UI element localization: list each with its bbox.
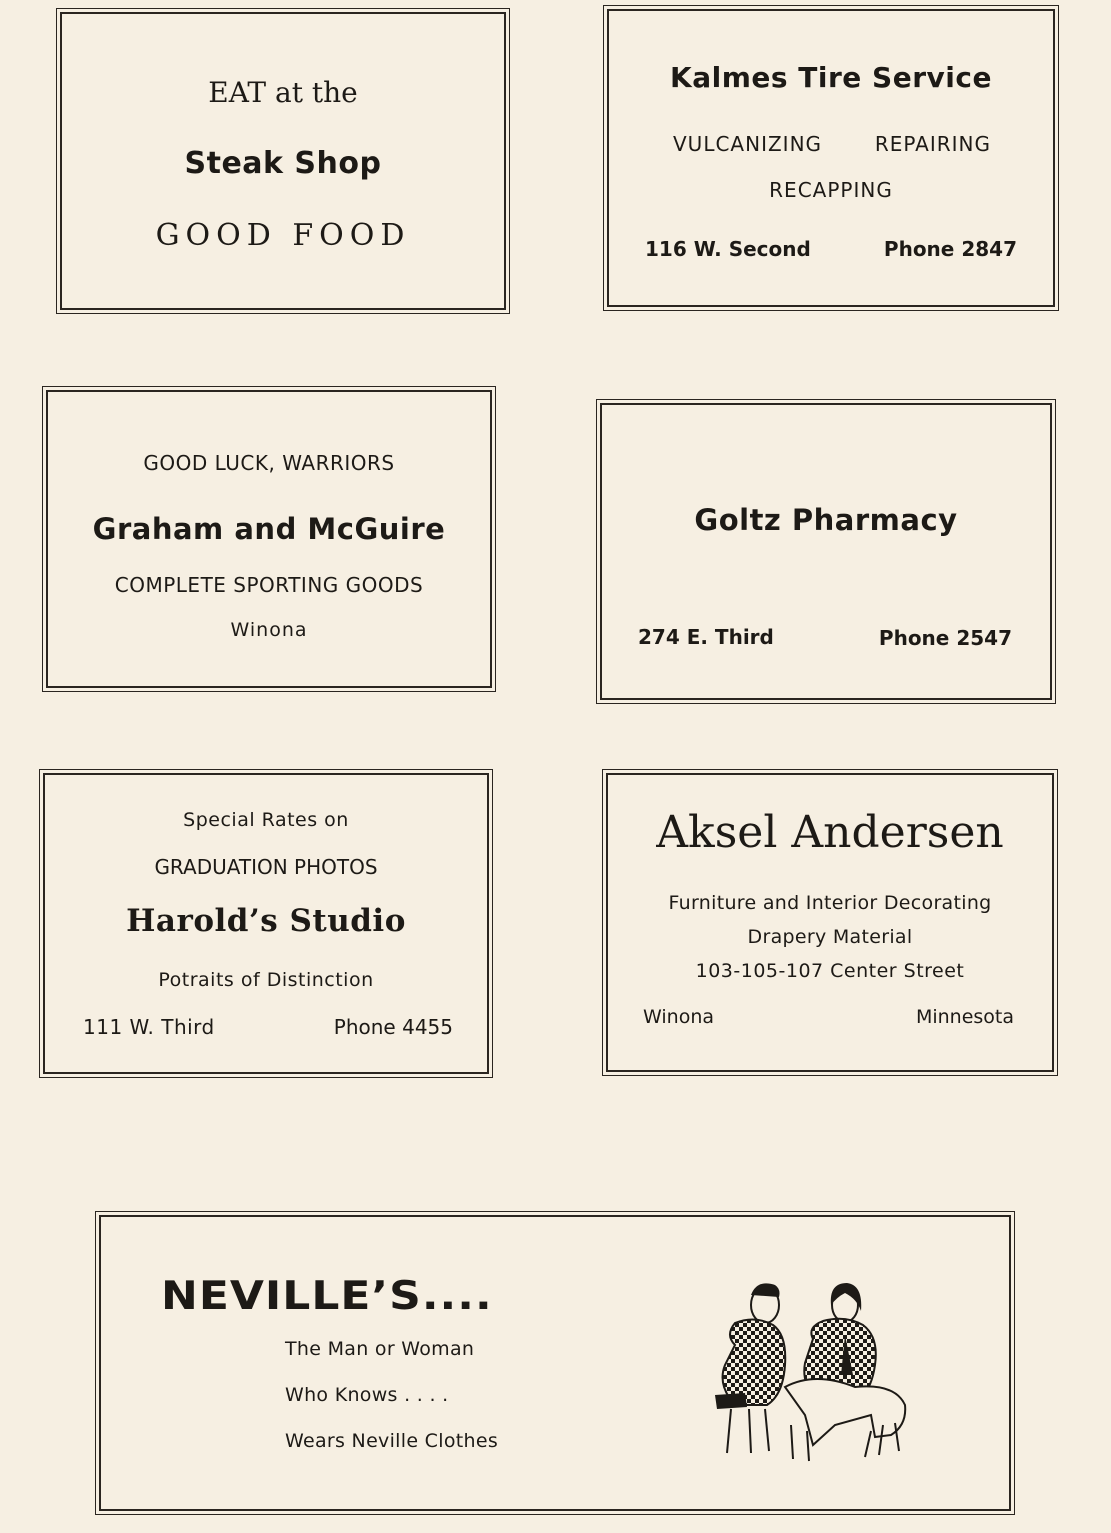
steak-shop-tagline: GOOD FOOD	[155, 218, 411, 253]
goltz-phone: Phone 2547	[878, 626, 1012, 650]
harold-graduation: GRADUATION PHOTOS	[154, 855, 378, 879]
kalmes-service-vulcanizing: VULCANIZING	[673, 132, 823, 156]
harolds-studio-ad	[43, 773, 489, 1074]
nevilles-ad	[99, 1215, 1011, 1511]
graham-tagline: COMPLETE SPORTING GOODS	[114, 573, 424, 597]
aksel-drapery: Drapery Material	[747, 926, 913, 948]
couple-illustration	[695, 1275, 925, 1475]
harold-intro: Special Rates on	[183, 809, 349, 831]
harold-address: 111 W. Third	[83, 1015, 215, 1039]
graham-greeting: GOOD LUCK, WARRIORS	[143, 451, 395, 475]
harold-name: Harold’s Studio	[126, 903, 406, 939]
nevilles-line3: Wears Neville Clothes	[285, 1430, 499, 1452]
steak-shop-intro: EAT at the	[208, 76, 358, 109]
kalmes-phone: Phone 2847	[883, 237, 1017, 261]
goltz-address: 274 E. Third	[638, 625, 774, 649]
aksel-city: Winona	[643, 1006, 714, 1028]
aksel-state: Minnesota	[915, 1006, 1014, 1028]
kalmes-name: Kalmes Tire Service	[670, 61, 992, 94]
nevilles-line1: The Man or Woman	[285, 1338, 475, 1360]
graham-mcguire-ad	[46, 390, 492, 688]
nevilles-line2: Who Knows . . . .	[285, 1384, 449, 1406]
harold-phone: Phone 4455	[333, 1015, 453, 1039]
kalmes-service-repairing: REPAIRING	[874, 132, 991, 156]
harold-tagline: Potraits of Distinction	[158, 969, 374, 991]
aksel-furniture: Furniture and Interior Decorating	[668, 892, 992, 914]
aksel-name: Aksel Andersen	[656, 807, 1004, 858]
kalmes-tire-ad	[607, 9, 1055, 307]
graham-name: Graham and McGuire	[92, 512, 446, 546]
man-jacket	[723, 1319, 786, 1405]
kalmes-service-recapping: RECAPPING	[769, 178, 893, 202]
aksel-street: 103-105-107 Center Street	[695, 960, 965, 982]
steak-shop-name: Steak Shop	[184, 146, 382, 181]
goltz-name: Goltz Pharmacy	[694, 503, 958, 537]
steak-shop-ad	[60, 12, 506, 310]
goltz-pharmacy-ad	[600, 403, 1052, 700]
nevilles-logo: NEVILLE’S....	[161, 1273, 493, 1319]
kalmes-address: 116 W. Second	[645, 237, 811, 261]
graham-city: Winona	[230, 619, 308, 641]
aksel-andersen-ad	[606, 773, 1054, 1072]
